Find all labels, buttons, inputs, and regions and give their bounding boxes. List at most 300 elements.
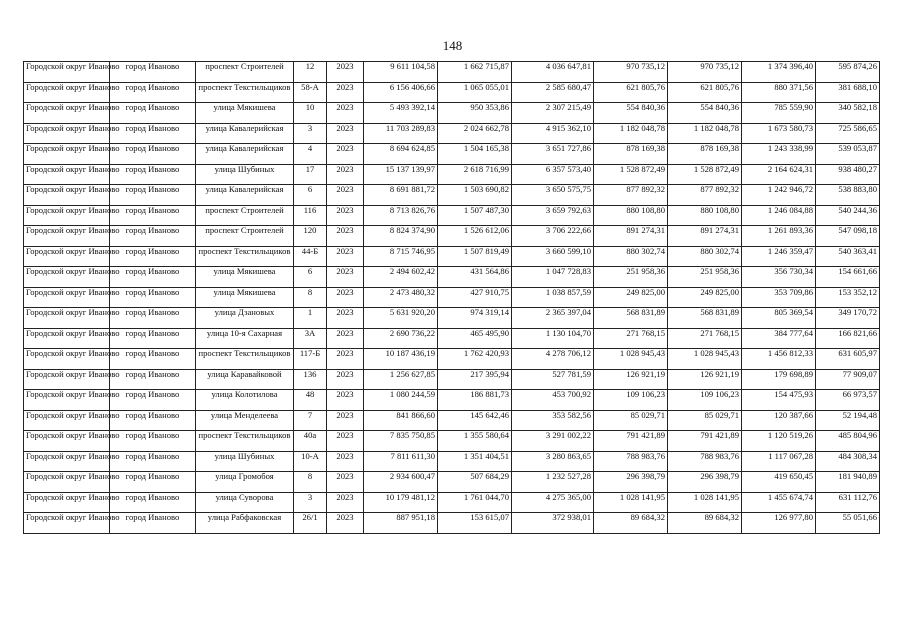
amount-cell-1: 465 495,90 (438, 328, 512, 349)
amount-cell-2: 3 280 863,65 (512, 451, 594, 472)
city-cell: город Иваново (110, 267, 196, 288)
amount-cell-2: 3 650 575,75 (512, 185, 594, 206)
amount-cell-1: 2 618 716,99 (438, 164, 512, 185)
house-number-cell: 136 (294, 369, 327, 390)
amount-cell-6: 484 308,34 (816, 451, 880, 472)
street-cell: улица Кавалерийская (196, 123, 294, 144)
street-cell: улица 10-я Сахарная (196, 328, 294, 349)
table-row (24, 369, 880, 390)
table-row (24, 451, 880, 472)
street-cell: улица Мякишева (196, 103, 294, 124)
municipality-cell: Городской округ Иваново (24, 62, 110, 83)
year-cell: 2023 (327, 82, 364, 103)
amount-cell-3: 880 108,80 (594, 205, 668, 226)
amount-cell-5: 1 673 580,73 (742, 123, 816, 144)
amount-cell-2: 1 047 728,83 (512, 267, 594, 288)
table-row (24, 431, 880, 452)
amount-cell-2: 527 781,59 (512, 369, 594, 390)
amount-cell-2: 3 291 002,22 (512, 431, 594, 452)
city-cell: город Иваново (110, 82, 196, 103)
city-cell: город Иваново (110, 308, 196, 329)
amount-cell-5: 179 698,89 (742, 369, 816, 390)
total-cost-cell: 5 493 392,14 (364, 103, 438, 124)
city-cell: город Иваново (110, 328, 196, 349)
amount-cell-2: 2 365 397,04 (512, 308, 594, 329)
amount-cell-4: 880 108,80 (668, 205, 742, 226)
house-number-cell: 40а (294, 431, 327, 452)
city-cell: город Иваново (110, 492, 196, 513)
amount-cell-3: 1 028 945,43 (594, 349, 668, 370)
total-cost-cell: 2 690 736,22 (364, 328, 438, 349)
amount-cell-1: 1 503 690,82 (438, 185, 512, 206)
amount-cell-5: 353 709,86 (742, 287, 816, 308)
municipality-cell: Городской округ Иваново (24, 431, 110, 452)
amount-cell-2: 6 357 573,40 (512, 164, 594, 185)
amount-cell-1: 217 395,94 (438, 369, 512, 390)
amount-cell-6: 631 112,76 (816, 492, 880, 513)
amount-cell-3: 249 825,00 (594, 287, 668, 308)
municipality-cell: Городской округ Иваново (24, 246, 110, 267)
amount-cell-5: 785 559,90 (742, 103, 816, 124)
city-cell: город Иваново (110, 431, 196, 452)
amount-cell-5: 419 650,45 (742, 472, 816, 493)
amount-cell-5: 880 371,56 (742, 82, 816, 103)
city-cell: город Иваново (110, 410, 196, 431)
amount-cell-3: 89 684,32 (594, 513, 668, 534)
city-cell: город Иваново (110, 123, 196, 144)
street-cell: улица Громобоя (196, 472, 294, 493)
street-cell: улица Менделеева (196, 410, 294, 431)
amount-cell-2: 4 036 647,81 (512, 62, 594, 83)
amount-cell-5: 1 261 893,36 (742, 226, 816, 247)
amount-cell-4: 891 274,31 (668, 226, 742, 247)
municipality-cell: Городской округ Иваново (24, 103, 110, 124)
year-cell: 2023 (327, 123, 364, 144)
municipality-cell: Городской округ Иваново (24, 267, 110, 288)
amount-cell-5: 1 120 519,26 (742, 431, 816, 452)
street-cell: улица Суворова (196, 492, 294, 513)
amount-cell-3: 621 805,76 (594, 82, 668, 103)
amount-cell-1: 974 319,14 (438, 308, 512, 329)
amount-cell-6: 538 883,80 (816, 185, 880, 206)
amount-cell-4: 791 421,89 (668, 431, 742, 452)
total-cost-cell: 8 691 881,72 (364, 185, 438, 206)
year-cell: 2023 (327, 431, 364, 452)
amount-cell-1: 1 504 165,38 (438, 144, 512, 165)
house-number-cell: 3 (294, 123, 327, 144)
amount-cell-4: 251 958,36 (668, 267, 742, 288)
total-cost-cell: 7 835 750,85 (364, 431, 438, 452)
municipality-cell: Городской округ Иваново (24, 492, 110, 513)
amount-cell-4: 109 106,23 (668, 390, 742, 411)
total-cost-cell: 10 179 481,12 (364, 492, 438, 513)
table-row (24, 410, 880, 431)
amount-cell-4: 554 840,36 (668, 103, 742, 124)
year-cell: 2023 (327, 349, 364, 370)
year-cell: 2023 (327, 164, 364, 185)
amount-cell-4: 621 805,76 (668, 82, 742, 103)
total-cost-cell: 2 473 480,32 (364, 287, 438, 308)
amount-cell-4: 877 892,32 (668, 185, 742, 206)
house-number-cell: 10-А (294, 451, 327, 472)
amount-cell-1: 1 761 044,70 (438, 492, 512, 513)
amount-cell-3: 891 274,31 (594, 226, 668, 247)
amount-cell-6: 181 940,89 (816, 472, 880, 493)
municipality-cell: Городской округ Иваново (24, 226, 110, 247)
amount-cell-3: 126 921,19 (594, 369, 668, 390)
amount-cell-1: 1 662 715,87 (438, 62, 512, 83)
year-cell: 2023 (327, 472, 364, 493)
amount-cell-6: 381 688,10 (816, 82, 880, 103)
amount-cell-4: 880 302,74 (668, 246, 742, 267)
amount-cell-2: 353 582,56 (512, 410, 594, 431)
amount-cell-3: 109 106,23 (594, 390, 668, 411)
amount-cell-6: 340 582,18 (816, 103, 880, 124)
house-number-cell: 8 (294, 287, 327, 308)
municipality-cell: Городской округ Иваново (24, 82, 110, 103)
street-cell: проспект Текстильщиков (196, 431, 294, 452)
amount-cell-2: 4 915 362,10 (512, 123, 594, 144)
table-row (24, 164, 880, 185)
city-cell: город Иваново (110, 246, 196, 267)
street-cell: проспект Текстильщиков (196, 82, 294, 103)
amount-cell-3: 251 958,36 (594, 267, 668, 288)
amount-cell-6: 66 973,57 (816, 390, 880, 411)
amount-cell-5: 120 387,66 (742, 410, 816, 431)
amount-cell-5: 384 777,64 (742, 328, 816, 349)
house-number-cell: 8 (294, 472, 327, 493)
amount-cell-5: 805 369,54 (742, 308, 816, 329)
amount-cell-5: 1 374 396,40 (742, 62, 816, 83)
house-number-cell: 3А (294, 328, 327, 349)
total-cost-cell: 887 951,18 (364, 513, 438, 534)
municipality-cell: Городской округ Иваново (24, 205, 110, 226)
city-cell: город Иваново (110, 513, 196, 534)
amount-cell-1: 950 353,86 (438, 103, 512, 124)
amount-cell-4: 1 182 048,78 (668, 123, 742, 144)
amount-cell-3: 970 735,12 (594, 62, 668, 83)
street-cell: улица Шубиных (196, 164, 294, 185)
amount-cell-2: 3 706 222,66 (512, 226, 594, 247)
amount-cell-5: 356 730,34 (742, 267, 816, 288)
amount-cell-1: 1 526 612,06 (438, 226, 512, 247)
year-cell: 2023 (327, 205, 364, 226)
house-number-cell: 7 (294, 410, 327, 431)
house-number-cell: 3 (294, 492, 327, 513)
amount-cell-2: 4 278 706,12 (512, 349, 594, 370)
amount-cell-5: 1 243 338,99 (742, 144, 816, 165)
city-cell: город Иваново (110, 205, 196, 226)
street-cell: улица Каравайковой (196, 369, 294, 390)
amount-cell-1: 507 684,29 (438, 472, 512, 493)
amount-cell-1: 1 355 580,64 (438, 431, 512, 452)
amount-cell-1: 153 615,07 (438, 513, 512, 534)
amount-cell-6: 55 051,66 (816, 513, 880, 534)
amount-cell-1: 145 642,46 (438, 410, 512, 431)
page-number: 148 (442, 38, 463, 53)
municipality-cell: Городской округ Иваново (24, 144, 110, 165)
year-cell: 2023 (327, 328, 364, 349)
amount-cell-2: 2 307 215,49 (512, 103, 594, 124)
amount-cell-6: 52 194,48 (816, 410, 880, 431)
amount-cell-3: 296 398,79 (594, 472, 668, 493)
street-cell: проспект Строителей (196, 205, 294, 226)
street-cell: проспект Текстильщиков (196, 349, 294, 370)
table-row (24, 308, 880, 329)
street-cell: улица Кавалерийская (196, 185, 294, 206)
city-cell: город Иваново (110, 226, 196, 247)
amount-cell-4: 85 029,71 (668, 410, 742, 431)
amount-cell-2: 1 232 527,28 (512, 472, 594, 493)
house-number-cell: 26/1 (294, 513, 327, 534)
house-number-cell: 58-А (294, 82, 327, 103)
amount-cell-6: 539 053,87 (816, 144, 880, 165)
amount-cell-3: 568 831,89 (594, 308, 668, 329)
house-number-cell: 1 (294, 308, 327, 329)
total-cost-cell: 841 866,60 (364, 410, 438, 431)
house-number-cell: 10 (294, 103, 327, 124)
amount-cell-6: 153 352,12 (816, 287, 880, 308)
amount-cell-3: 1 528 872,49 (594, 164, 668, 185)
amount-cell-5: 154 475,93 (742, 390, 816, 411)
table-row (24, 513, 880, 534)
amount-cell-6: 349 170,72 (816, 308, 880, 329)
year-cell: 2023 (327, 267, 364, 288)
house-number-cell: 12 (294, 62, 327, 83)
table-row (24, 205, 880, 226)
amount-cell-2: 3 660 599,10 (512, 246, 594, 267)
table-row (24, 246, 880, 267)
total-cost-cell: 6 156 406,66 (364, 82, 438, 103)
table-row (24, 287, 880, 308)
amount-cell-1: 186 881,73 (438, 390, 512, 411)
municipality-cell: Городской округ Иваново (24, 472, 110, 493)
municipality-cell: Городской округ Иваново (24, 328, 110, 349)
amount-cell-4: 249 825,00 (668, 287, 742, 308)
amount-cell-1: 1 507 819,49 (438, 246, 512, 267)
year-cell: 2023 (327, 103, 364, 124)
street-cell: улица Колотилова (196, 390, 294, 411)
amount-cell-6: 547 098,18 (816, 226, 880, 247)
street-cell: улица Рабфаковская (196, 513, 294, 534)
municipality-cell: Городской округ Иваново (24, 451, 110, 472)
table-row (24, 103, 880, 124)
table-row (24, 492, 880, 513)
amount-cell-4: 89 684,32 (668, 513, 742, 534)
table-row (24, 390, 880, 411)
amount-cell-5: 1 455 674,74 (742, 492, 816, 513)
amount-cell-1: 1 762 420,93 (438, 349, 512, 370)
house-number-cell: 120 (294, 226, 327, 247)
amount-cell-6: 540 244,36 (816, 205, 880, 226)
city-cell: город Иваново (110, 164, 196, 185)
amount-cell-3: 877 892,32 (594, 185, 668, 206)
amount-cell-3: 880 302,74 (594, 246, 668, 267)
total-cost-cell: 1 080 244,59 (364, 390, 438, 411)
amount-cell-3: 878 169,38 (594, 144, 668, 165)
amount-cell-2: 4 275 365,00 (512, 492, 594, 513)
year-cell: 2023 (327, 451, 364, 472)
street-cell: улица Мякишева (196, 267, 294, 288)
table-row (24, 62, 880, 83)
city-cell: город Иваново (110, 369, 196, 390)
city-cell: город Иваново (110, 62, 196, 83)
amount-cell-1: 1 065 055,01 (438, 82, 512, 103)
total-cost-cell: 8 824 374,90 (364, 226, 438, 247)
year-cell: 2023 (327, 287, 364, 308)
municipality-cell: Городской округ Иваново (24, 410, 110, 431)
year-cell: 2023 (327, 144, 364, 165)
table-row (24, 185, 880, 206)
total-cost-cell: 8 713 826,76 (364, 205, 438, 226)
amount-cell-6: 540 363,41 (816, 246, 880, 267)
amount-cell-3: 791 421,89 (594, 431, 668, 452)
municipality-cell: Городской округ Иваново (24, 349, 110, 370)
year-cell: 2023 (327, 492, 364, 513)
amount-cell-5: 1 117 067,28 (742, 451, 816, 472)
city-cell: город Иваново (110, 451, 196, 472)
total-cost-cell: 7 811 611,30 (364, 451, 438, 472)
total-cost-cell: 5 631 920,20 (364, 308, 438, 329)
amount-cell-1: 1 507 487,30 (438, 205, 512, 226)
municipality-cell: Городской округ Иваново (24, 287, 110, 308)
total-cost-cell: 11 703 289,83 (364, 123, 438, 144)
table-row (24, 349, 880, 370)
street-cell: проспект Текстильщиков (196, 246, 294, 267)
total-cost-cell: 8 694 624,85 (364, 144, 438, 165)
street-cell: улица Кавалерийская (196, 144, 294, 165)
amount-cell-4: 126 921,19 (668, 369, 742, 390)
total-cost-cell: 2 934 600,47 (364, 472, 438, 493)
year-cell: 2023 (327, 369, 364, 390)
municipality-cell: Городской округ Иваново (24, 123, 110, 144)
amount-cell-2: 453 700,92 (512, 390, 594, 411)
year-cell: 2023 (327, 390, 364, 411)
amount-cell-6: 77 909,07 (816, 369, 880, 390)
year-cell: 2023 (327, 185, 364, 206)
amount-cell-4: 568 831,89 (668, 308, 742, 329)
amount-cell-2: 3 651 727,86 (512, 144, 594, 165)
table-row (24, 123, 880, 144)
amount-cell-2: 2 585 680,47 (512, 82, 594, 103)
amount-cell-3: 554 840,36 (594, 103, 668, 124)
city-cell: город Иваново (110, 390, 196, 411)
amount-cell-6: 725 586,65 (816, 123, 880, 144)
amount-cell-4: 296 398,79 (668, 472, 742, 493)
total-cost-cell: 2 494 602,42 (364, 267, 438, 288)
amount-cell-3: 788 983,76 (594, 451, 668, 472)
amount-cell-1: 427 910,75 (438, 287, 512, 308)
capital-repair-table (23, 61, 880, 534)
amount-cell-2: 1 130 104,70 (512, 328, 594, 349)
house-number-cell: 6 (294, 267, 327, 288)
amount-cell-3: 271 768,15 (594, 328, 668, 349)
amount-cell-6: 938 480,27 (816, 164, 880, 185)
street-cell: проспект Строителей (196, 62, 294, 83)
amount-cell-6: 595 874,26 (816, 62, 880, 83)
house-number-cell: 116 (294, 205, 327, 226)
total-cost-cell: 10 187 436,19 (364, 349, 438, 370)
street-cell: проспект Строителей (196, 226, 294, 247)
table-row (24, 144, 880, 165)
amount-cell-5: 1 246 359,47 (742, 246, 816, 267)
year-cell: 2023 (327, 308, 364, 329)
amount-cell-4: 788 983,76 (668, 451, 742, 472)
table-row (24, 328, 880, 349)
table-row (24, 472, 880, 493)
amount-cell-1: 2 024 662,78 (438, 123, 512, 144)
city-cell: город Иваново (110, 103, 196, 124)
municipality-cell: Городской округ Иваново (24, 369, 110, 390)
amount-cell-4: 271 768,15 (668, 328, 742, 349)
amount-cell-6: 166 821,66 (816, 328, 880, 349)
amount-cell-5: 126 977,80 (742, 513, 816, 534)
table-row (24, 267, 880, 288)
house-number-cell: 4 (294, 144, 327, 165)
house-number-cell: 48 (294, 390, 327, 411)
total-cost-cell: 9 611 104,58 (364, 62, 438, 83)
amount-cell-3: 85 029,71 (594, 410, 668, 431)
house-number-cell: 117-Б (294, 349, 327, 370)
city-cell: город Иваново (110, 287, 196, 308)
house-number-cell: 6 (294, 185, 327, 206)
amount-cell-1: 431 564,86 (438, 267, 512, 288)
municipality-cell: Городской округ Иваново (24, 390, 110, 411)
table-row (24, 226, 880, 247)
amount-cell-5: 1 246 084,88 (742, 205, 816, 226)
year-cell: 2023 (327, 62, 364, 83)
street-cell: улица Дзановых (196, 308, 294, 329)
amount-cell-6: 485 804,96 (816, 431, 880, 452)
municipality-cell: Городской округ Иваново (24, 164, 110, 185)
year-cell: 2023 (327, 246, 364, 267)
year-cell: 2023 (327, 410, 364, 431)
street-cell: улица Шубиных (196, 451, 294, 472)
amount-cell-2: 1 038 857,59 (512, 287, 594, 308)
city-cell: город Иваново (110, 144, 196, 165)
year-cell: 2023 (327, 513, 364, 534)
amount-cell-2: 3 659 792,63 (512, 205, 594, 226)
house-number-cell: 17 (294, 164, 327, 185)
amount-cell-4: 878 169,38 (668, 144, 742, 165)
amount-cell-1: 1 351 404,51 (438, 451, 512, 472)
municipality-cell: Городской округ Иваново (24, 308, 110, 329)
city-cell: город Иваново (110, 472, 196, 493)
amount-cell-6: 154 661,66 (816, 267, 880, 288)
total-cost-cell: 1 256 627,85 (364, 369, 438, 390)
amount-cell-3: 1 028 141,95 (594, 492, 668, 513)
municipality-cell: Городской округ Иваново (24, 513, 110, 534)
amount-cell-2: 372 938,01 (512, 513, 594, 534)
city-cell: город Иваново (110, 349, 196, 370)
amount-cell-5: 2 164 624,31 (742, 164, 816, 185)
amount-cell-5: 1 242 946,72 (742, 185, 816, 206)
municipality-cell: Городской округ Иваново (24, 185, 110, 206)
total-cost-cell: 8 715 746,95 (364, 246, 438, 267)
total-cost-cell: 15 137 139,97 (364, 164, 438, 185)
amount-cell-4: 1 028 945,43 (668, 349, 742, 370)
amount-cell-4: 970 735,12 (668, 62, 742, 83)
amount-cell-3: 1 182 048,78 (594, 123, 668, 144)
year-cell: 2023 (327, 226, 364, 247)
street-cell: улица Мякишева (196, 287, 294, 308)
house-number-cell: 44-Б (294, 246, 327, 267)
city-cell: город Иваново (110, 185, 196, 206)
amount-cell-4: 1 528 872,49 (668, 164, 742, 185)
amount-cell-6: 631 605,97 (816, 349, 880, 370)
amount-cell-5: 1 456 812,33 (742, 349, 816, 370)
table-row (24, 82, 880, 103)
